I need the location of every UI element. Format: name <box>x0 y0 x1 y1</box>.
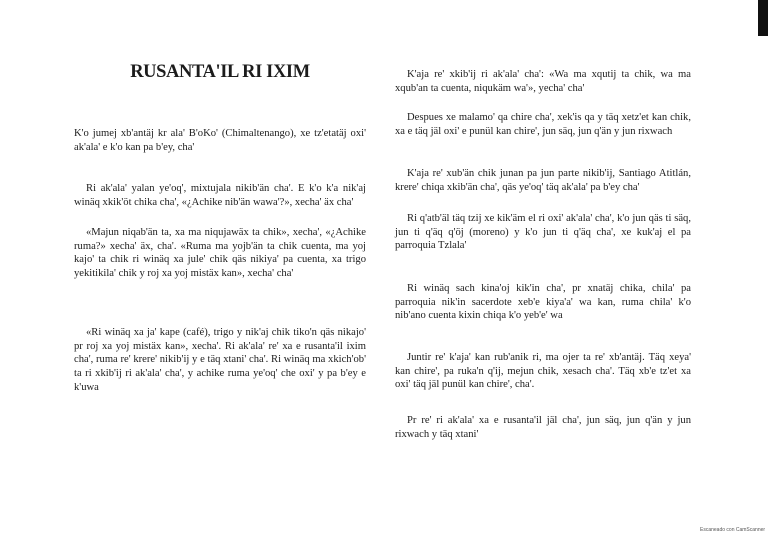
right-paragraph-5: Ri winäq sach kina'oj kik'in cha', pr xnatäj chika, chila' pa parroquia nik'in sacerdote xeb'e kiya'a' wa kan, ruma chila' k'o nib'ano cuenta kixin chiqa k'o yeb'e' wa <box>395 283 691 322</box>
right-paragraph-1: K'aja re' xkib'ij ri ak'ala' cha': «Wa ma xqutij ta chik, wa ma xqub'an ta cuenta, niqukäm wa'», yecha' cha' <box>395 69 691 94</box>
left-paragraph-4: «Ri winäq xa ja' kape (café), trigo y nik'aj chik tiko'n qäs nikajo' pr roj xa yoj mistäx kan», xecha'. Ri ak'ala' re' xa e rusanta'il ixim cha', ruma re' krere' nikib'ij y e täq xtani' cha'. Ri winäq ma xkich'ob' ta ri xkib'ij ri ak'ala' cha', y achike ruma ye'oq' che oxi' y pa b'ey e k'uwa <box>74 327 366 393</box>
story-title: RUSANTA'IL RI IXIM <box>130 62 310 82</box>
right-paragraph-4: Ri q'atb'äl täq tzij xe kik'äm el ri oxi' ak'ala' cha', k'o jun qäs ti säq, jun ti q'äq q'öj (moreno) y k'o jun ti q'äq cha', xe kuk'aj el pa parroquia Tzlala' <box>395 213 691 252</box>
left-paragraph-1: K'o jumej xb'antäj kr ala' B'oKo' (Chimaltenango), xe tz'etatäj oxi' ak'ala' e k'o kan pa b'ey, cha' <box>74 128 366 153</box>
right-paragraph-3: K'aja re' xub'än chik junan pa jun parte nikib'ij, Santiago Atitlán, krere' chiqa xkib'än cha', qäs ye'oq' täq ak'ala' pa b'ey cha' <box>395 168 691 193</box>
right-paragraph-2: Despues xe malamo' qa chire cha', xek'is qa y täq xetz'et kan chik, xa e täq jäl oxi' e punül kan chire', jun säq, jun q'än y jun rixwach <box>395 112 691 137</box>
scanner-watermark: Escaneado con CamScanner <box>700 527 766 533</box>
left-paragraph-3: «Majun niqab'än ta, xa ma niqujawäx ta chik», xecha', «¿Achike ruma?» xecha' äx, cha'. «Ruma ma yojb'än ta chik cuenta, ma yoj kajo' ta chik ri winäq xa jule' chik qäs nikiya' pa cuenta, xa trigo yekitikila' chik y roj xa yoj mistäx kan», xecha' cha' <box>74 227 366 280</box>
right-paragraph-7: Pr re' ri ak'ala' xa e rusanta'il jäl cha', jun säq, jun q'än y jun rixwach y täq xtani' <box>395 415 691 440</box>
right-paragraph-6: Juntir re' k'aja' kan rub'anik ri, ma ojer ta re' xb'antäj. Täq xeya' kan chire', pa ruka'n q'ij, mejun chik, xesach cha'. Täq xb'e tz'et xa oxi' täq jäl punül kan chire', cha'. <box>395 352 691 391</box>
left-paragraph-2: Ri ak'ala' yalan ye'oq', mixtujala nikib'än cha'. E k'o k'a nik'aj winäq xkik'öt chika cha', «¿Achike nib'än wawa'?», xecha' äx cha' <box>74 183 366 208</box>
scan-edge-mark <box>758 0 768 36</box>
